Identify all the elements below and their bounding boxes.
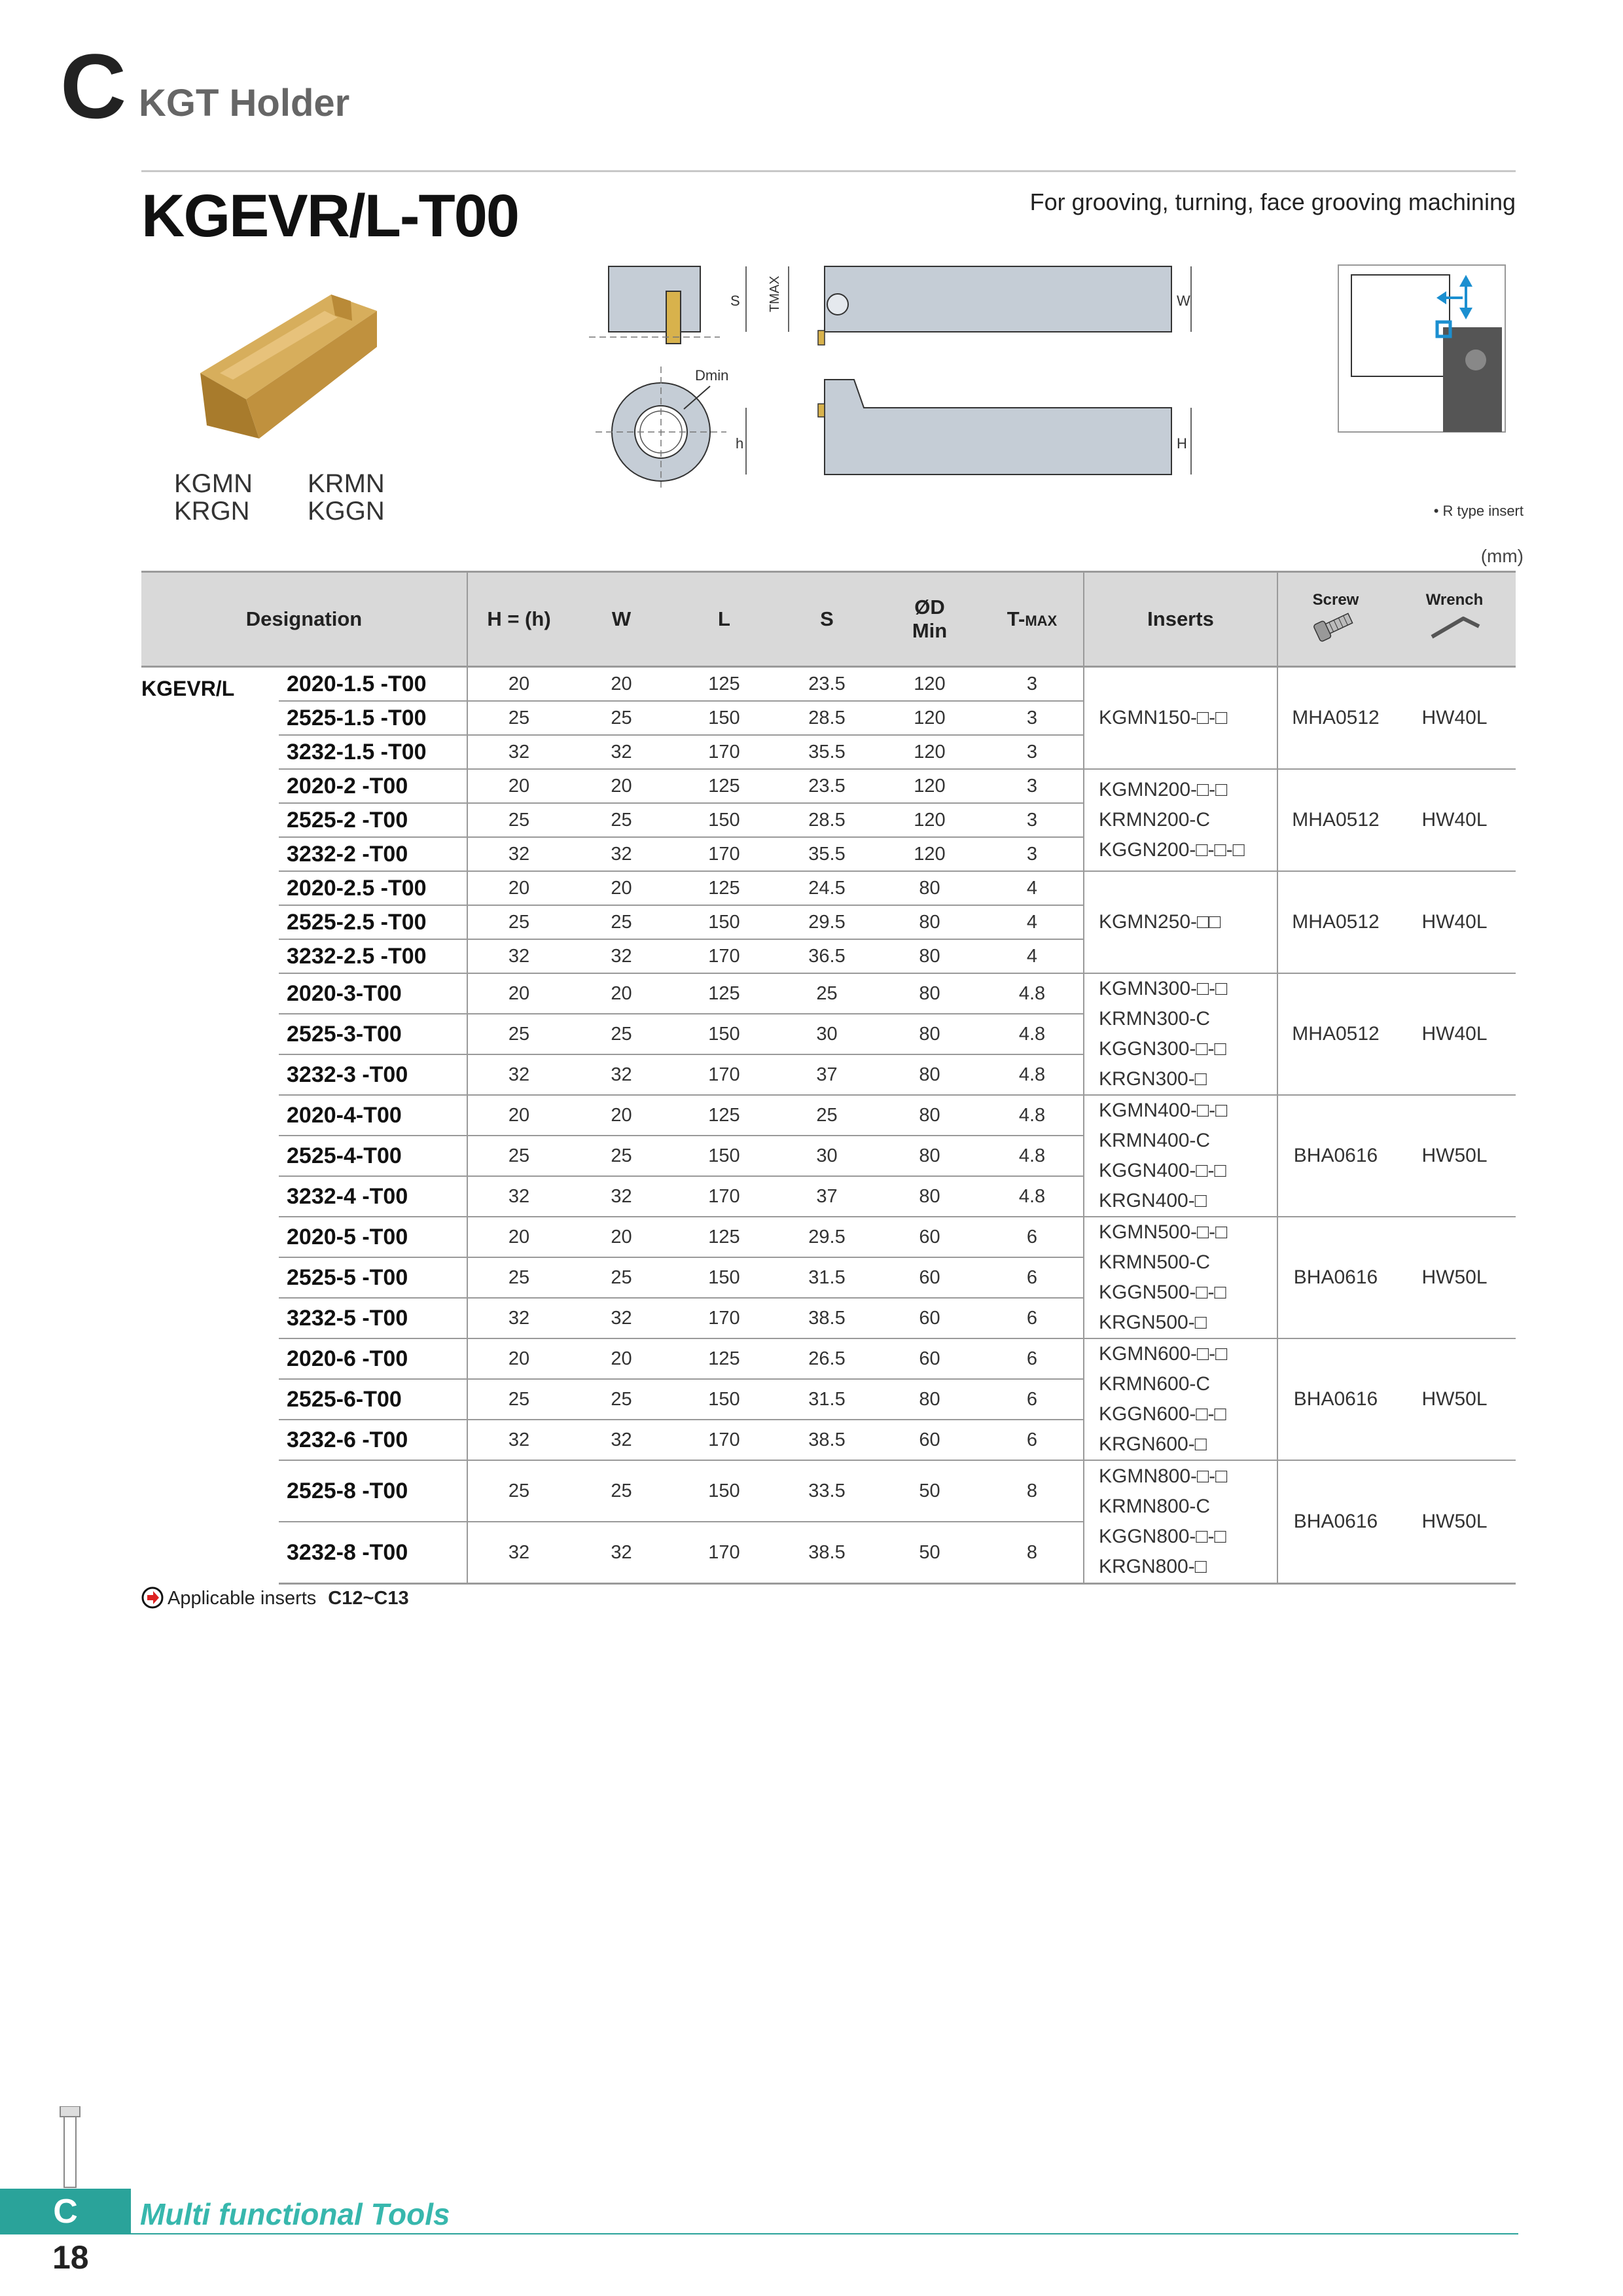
h-cell: 20: [467, 1217, 570, 1257]
wrench-cell: HW40L: [1393, 769, 1516, 871]
table-row: [141, 1460, 1516, 1522]
od-cell: 120: [878, 803, 981, 837]
h-cell: 20: [467, 871, 570, 905]
tmax-cell: 3: [981, 701, 1084, 735]
h-cell: 32: [467, 1522, 570, 1584]
od-cell: 80: [878, 939, 981, 973]
insert-code: KRMN800-C: [1099, 1496, 1211, 1517]
insert-code: KRGN600-□: [1099, 1433, 1207, 1455]
designation-cell: 2525-2.5 -T00: [279, 905, 467, 939]
insert-code: KGMN400-□-□: [1099, 1100, 1228, 1121]
l-cell: 150: [673, 803, 776, 837]
od-cell: 60: [878, 1338, 981, 1379]
header-screw: [1277, 572, 1393, 667]
l-cell: 125: [673, 1217, 776, 1257]
insert-code: KRMN600-C: [1099, 1373, 1211, 1395]
h-cell: 25: [467, 1460, 570, 1522]
w-cell: 20: [570, 871, 673, 905]
od-cell: 120: [878, 769, 981, 803]
w-cell: 25: [570, 1136, 673, 1176]
tmax-cell: 3: [981, 667, 1084, 702]
inserts-cell: [1084, 871, 1277, 973]
s-cell: 37: [776, 1176, 878, 1217]
w-cell: 25: [570, 1257, 673, 1298]
designation-cell: 2525-2 -T00: [279, 803, 467, 837]
table-row: [141, 973, 1516, 1014]
od-cell: 50: [878, 1522, 981, 1584]
insert-code: KGMN600-□-□: [1099, 1343, 1228, 1365]
w-cell: 25: [570, 905, 673, 939]
tmax-cell: 6: [981, 1298, 1084, 1338]
designation-cell: 2525-4-T00: [279, 1136, 467, 1176]
insert-code: KGGN400-□-□: [1099, 1160, 1226, 1181]
l-cell: 150: [673, 1014, 776, 1054]
w-cell: 20: [570, 1095, 673, 1136]
l-cell: 150: [673, 905, 776, 939]
header-designation: Designation: [141, 572, 467, 667]
product-model: KGEVR/L-T00: [141, 183, 519, 249]
header-tmax-t: T-: [1007, 607, 1026, 630]
designation-cell: 2020-4-T00: [279, 1095, 467, 1136]
l-cell: 125: [673, 1095, 776, 1136]
designation-cell: 2020-2 -T00: [279, 769, 467, 803]
insert-code: KRMN500-C: [1099, 1251, 1211, 1273]
designation-cell: 2525-6-T00: [279, 1379, 467, 1420]
insert-code: KGMN150-□-□: [1099, 707, 1228, 728]
insert-code: KGMN250-□□: [1099, 911, 1221, 933]
l-cell: 125: [673, 667, 776, 702]
wrench-cell: HW40L: [1393, 973, 1516, 1095]
h-cell: 20: [467, 1095, 570, 1136]
s-cell: 23.5: [776, 769, 878, 803]
insert-code: KGGN600-□-□: [1099, 1403, 1226, 1425]
w-cell: 32: [570, 1054, 673, 1095]
screw-cell: BHA0616: [1277, 1217, 1393, 1338]
h-cell: 32: [467, 1298, 570, 1338]
table-row: [141, 1217, 1516, 1257]
table-row: [141, 871, 1516, 905]
designation-cell: 3232-8 -T00: [279, 1522, 467, 1584]
h-cell: 20: [467, 769, 570, 803]
inserts-cell: [1084, 973, 1277, 1095]
tmax-cell: 6: [981, 1257, 1084, 1298]
l-cell: 170: [673, 1420, 776, 1460]
tool-holder-icon: [54, 2106, 86, 2191]
screw-cell: MHA0512: [1277, 769, 1393, 871]
tmax-cell: 6: [981, 1420, 1084, 1460]
od-cell: 120: [878, 667, 981, 702]
screw-cell: MHA0512: [1277, 871, 1393, 973]
tmax-cell: 3: [981, 769, 1084, 803]
insert-type-kgmn: KGMN: [174, 469, 253, 498]
table-row: [141, 1338, 1516, 1379]
tmax-cell: 8: [981, 1522, 1084, 1584]
h-cell: 25: [467, 905, 570, 939]
page-number: 18: [52, 2239, 89, 2276]
s-cell: 26.5: [776, 1338, 878, 1379]
l-cell: 170: [673, 837, 776, 871]
inserts-cell: [1084, 1338, 1277, 1460]
section-tab-letter: C: [53, 2193, 78, 2231]
h-cell: 25: [467, 1257, 570, 1298]
tmax-cell: 4: [981, 905, 1084, 939]
designation-cell: 3232-3 -T00: [279, 1054, 467, 1095]
l-cell: 170: [673, 1176, 776, 1217]
designation-cell: 3232-1.5 -T00: [279, 735, 467, 769]
designation-cell: 2525-3-T00: [279, 1014, 467, 1054]
h-cell: 20: [467, 1338, 570, 1379]
s-cell: 35.5: [776, 735, 878, 769]
label-w: W: [1177, 293, 1190, 309]
tmax-cell: 4.8: [981, 1014, 1084, 1054]
insert-type-list: [174, 470, 441, 525]
header-od-symbol: ØD: [914, 596, 945, 619]
insert-code: KRMN400-C: [1099, 1130, 1211, 1151]
screw-cell: BHA0616: [1277, 1095, 1393, 1217]
l-cell: 125: [673, 973, 776, 1014]
h-cell: 25: [467, 1379, 570, 1420]
footer-line: [131, 2233, 1518, 2234]
designation-cell: 3232-2.5 -T00: [279, 939, 467, 973]
table-header-row: [141, 572, 1516, 667]
h-cell: 25: [467, 1136, 570, 1176]
l-cell: 170: [673, 735, 776, 769]
l-cell: 150: [673, 1136, 776, 1176]
header-s: S: [776, 572, 878, 667]
label-h-big: H: [1177, 435, 1187, 452]
wrench-cell: HW50L: [1393, 1338, 1516, 1460]
tmax-cell: 4: [981, 939, 1084, 973]
od-cell: 80: [878, 1095, 981, 1136]
h-cell: 32: [467, 1176, 570, 1217]
s-cell: 38.5: [776, 1298, 878, 1338]
od-cell: 50: [878, 1460, 981, 1522]
od-cell: 60: [878, 1298, 981, 1338]
w-cell: 32: [570, 1420, 673, 1460]
s-cell: 31.5: [776, 1257, 878, 1298]
table-row: [141, 1095, 1516, 1136]
insert-code: KRGN500-□: [1099, 1312, 1207, 1333]
s-cell: 29.5: [776, 905, 878, 939]
header-divider: [141, 170, 1516, 172]
wrench-cell: HW50L: [1393, 1217, 1516, 1338]
designation-cell: 2020-5 -T00: [279, 1217, 467, 1257]
h-cell: 32: [467, 1420, 570, 1460]
l-cell: 150: [673, 1460, 776, 1522]
insert-code: KRGN300-□: [1099, 1068, 1207, 1090]
h-cell: 32: [467, 1054, 570, 1095]
tmax-cell: 3: [981, 803, 1084, 837]
l-cell: 150: [673, 1257, 776, 1298]
designation-cell: 3232-5 -T00: [279, 1298, 467, 1338]
family-cell: KGEVR/L: [141, 677, 235, 700]
od-cell: 80: [878, 973, 981, 1014]
table-row: [141, 667, 1516, 702]
w-cell: 25: [570, 1379, 673, 1420]
tmax-cell: 6: [981, 1338, 1084, 1379]
insert-code: KGGN200-□-□-□: [1099, 839, 1245, 861]
od-cell: 80: [878, 1014, 981, 1054]
header-screw-label: Screw: [1312, 591, 1359, 609]
s-cell: 31.5: [776, 1379, 878, 1420]
screw-cell: BHA0616: [1277, 1460, 1393, 1584]
h-cell: 20: [467, 667, 570, 702]
wrench-cell: HW50L: [1393, 1460, 1516, 1584]
s-cell: 30: [776, 1136, 878, 1176]
table-row: [141, 769, 1516, 803]
h-cell: 25: [467, 803, 570, 837]
tmax-cell: 4.8: [981, 1136, 1084, 1176]
screw-cell: MHA0512: [1277, 973, 1393, 1095]
tmax-cell: 4.8: [981, 1095, 1084, 1136]
s-cell: 33.5: [776, 1460, 878, 1522]
w-cell: 32: [570, 837, 673, 871]
header-w: W: [570, 572, 673, 667]
designation-cell: 3232-4 -T00: [279, 1176, 467, 1217]
l-cell: 125: [673, 769, 776, 803]
designation-cell: 2020-6 -T00: [279, 1338, 467, 1379]
h-cell: 25: [467, 1014, 570, 1054]
h-cell: 25: [467, 701, 570, 735]
designation-cell: 3232-2 -T00: [279, 837, 467, 871]
w-cell: 20: [570, 769, 673, 803]
od-cell: 80: [878, 1176, 981, 1217]
designation-cell: 2020-2.5 -T00: [279, 871, 467, 905]
inserts-cell: [1084, 1460, 1277, 1584]
insert-code: KGMN300-□-□: [1099, 978, 1228, 999]
designation-cell: 2020-3-T00: [279, 973, 467, 1014]
od-cell: 120: [878, 701, 981, 735]
insert-code: KGGN500-□-□: [1099, 1282, 1226, 1303]
label-tmax: TMAX: [768, 276, 782, 312]
header-tmax-max: MAX: [1025, 613, 1058, 629]
h-cell: 20: [467, 973, 570, 1014]
designation-cell: 2525-5 -T00: [279, 1257, 467, 1298]
tmax-cell: 4.8: [981, 1054, 1084, 1095]
l-cell: 150: [673, 701, 776, 735]
w-cell: 25: [570, 1014, 673, 1054]
header-tmax: [981, 572, 1084, 667]
tmax-cell: 8: [981, 1460, 1084, 1522]
inserts-cell: [1084, 1095, 1277, 1217]
s-cell: 36.5: [776, 939, 878, 973]
od-cell: 60: [878, 1420, 981, 1460]
applicable-label: Applicable inserts: [168, 1588, 317, 1609]
screw-icon: [1306, 609, 1365, 642]
wrench-cell: HW40L: [1393, 871, 1516, 973]
wrench-cell: HW50L: [1393, 1095, 1516, 1217]
screw-cell: BHA0616: [1277, 1338, 1393, 1460]
header-l: L: [673, 572, 776, 667]
machining-diagram: [1335, 262, 1512, 439]
w-cell: 25: [570, 1460, 673, 1522]
od-cell: 80: [878, 1379, 981, 1420]
l-cell: 125: [673, 871, 776, 905]
designation-cell: 3232-6 -T00: [279, 1420, 467, 1460]
designation-cell: 2525-8 -T00: [279, 1460, 467, 1522]
insert-illustration: [181, 275, 390, 445]
label-dmin: Dmin: [695, 367, 729, 384]
w-cell: 32: [570, 1522, 673, 1584]
section-tab: [0, 2189, 131, 2234]
h-cell: 32: [467, 837, 570, 871]
tmax-cell: 4.8: [981, 973, 1084, 1014]
inserts-cell: [1084, 667, 1277, 770]
w-cell: 20: [570, 973, 673, 1014]
label-s: S: [730, 293, 740, 309]
insert-code: KGMN500-□-□: [1099, 1221, 1228, 1243]
header-od: [878, 572, 981, 667]
w-cell: 20: [570, 1217, 673, 1257]
insert-code: KGMN200-□-□: [1099, 779, 1228, 800]
applicable-value: C12~C13: [328, 1588, 409, 1609]
l-cell: 170: [673, 1298, 776, 1338]
designation-cell: 2020-1.5 -T00: [279, 667, 467, 702]
s-cell: 23.5: [776, 667, 878, 702]
w-cell: 32: [570, 735, 673, 769]
insert-type-kggn: KGGN: [308, 497, 385, 526]
tmax-cell: 4: [981, 871, 1084, 905]
w-cell: 32: [570, 1298, 673, 1338]
insert-type-krmn: KRMN: [308, 469, 385, 498]
l-cell: 125: [673, 1338, 776, 1379]
w-cell: 20: [570, 667, 673, 702]
section-letter: C: [60, 35, 127, 137]
wrench-cell: HW40L: [1393, 667, 1516, 770]
insert-code: KRGN400-□: [1099, 1190, 1207, 1211]
applicable-inserts: [141, 1587, 409, 1609]
s-cell: 38.5: [776, 1522, 878, 1584]
insert-code: KRGN800-□: [1099, 1556, 1207, 1577]
header-wrench: [1393, 572, 1516, 667]
h-cell: 32: [467, 939, 570, 973]
w-cell: 32: [570, 939, 673, 973]
od-cell: 80: [878, 871, 981, 905]
insert-code: KGGN300-□-□: [1099, 1038, 1226, 1060]
spec-table: [141, 571, 1516, 1585]
s-cell: 25: [776, 973, 878, 1014]
header-wrench-label: Wrench: [1425, 591, 1484, 609]
l-cell: 170: [673, 939, 776, 973]
screw-cell: MHA0512: [1277, 667, 1393, 770]
section-title: KGT Holder: [139, 82, 350, 124]
tmax-cell: 3: [981, 837, 1084, 871]
insert-code: KRMN200-C: [1099, 809, 1211, 831]
inserts-cell: [1084, 1217, 1277, 1338]
s-cell: 37: [776, 1054, 878, 1095]
w-cell: 20: [570, 1338, 673, 1379]
unit-label: (mm): [1480, 546, 1524, 566]
od-cell: 120: [878, 735, 981, 769]
header-inserts: Inserts: [1084, 572, 1277, 667]
w-cell: 25: [570, 701, 673, 735]
footer-title: Multi functional Tools: [140, 2197, 450, 2231]
header-h: H = (h): [467, 572, 570, 667]
l-cell: 150: [673, 1379, 776, 1420]
w-cell: 32: [570, 1176, 673, 1217]
od-cell: 60: [878, 1257, 981, 1298]
r-type-note: • R type insert: [1433, 503, 1524, 519]
w-cell: 25: [570, 803, 673, 837]
od-cell: 60: [878, 1217, 981, 1257]
s-cell: 29.5: [776, 1217, 878, 1257]
s-cell: 24.5: [776, 871, 878, 905]
s-cell: 28.5: [776, 803, 878, 837]
od-cell: 80: [878, 905, 981, 939]
insert-code: KGGN800-□-□: [1099, 1526, 1226, 1547]
tmax-cell: 6: [981, 1217, 1084, 1257]
tmax-cell: 6: [981, 1379, 1084, 1420]
holder-dimension-drawing: [589, 259, 1243, 488]
inserts-cell: [1084, 769, 1277, 871]
tmax-cell: 3: [981, 735, 1084, 769]
tmax-cell: 4.8: [981, 1176, 1084, 1217]
label-h-small: h: [736, 435, 744, 452]
s-cell: 35.5: [776, 837, 878, 871]
od-cell: 120: [878, 837, 981, 871]
product-subtitle: For grooving, turning, face grooving machining: [1029, 188, 1516, 215]
designation-cell: 2525-1.5 -T00: [279, 701, 467, 735]
arrow-circle-icon: [141, 1587, 164, 1609]
l-cell: 170: [673, 1054, 776, 1095]
header-od-min: Min: [912, 619, 948, 642]
h-cell: 32: [467, 735, 570, 769]
od-cell: 80: [878, 1054, 981, 1095]
wrench-icon: [1425, 609, 1484, 642]
insert-code: KGMN800-□-□: [1099, 1465, 1228, 1487]
insert-type-krgn: KRGN: [174, 497, 250, 526]
s-cell: 28.5: [776, 701, 878, 735]
s-cell: 38.5: [776, 1420, 878, 1460]
l-cell: 170: [673, 1522, 776, 1584]
od-cell: 80: [878, 1136, 981, 1176]
s-cell: 25: [776, 1095, 878, 1136]
insert-code: KRMN300-C: [1099, 1008, 1211, 1030]
s-cell: 30: [776, 1014, 878, 1054]
